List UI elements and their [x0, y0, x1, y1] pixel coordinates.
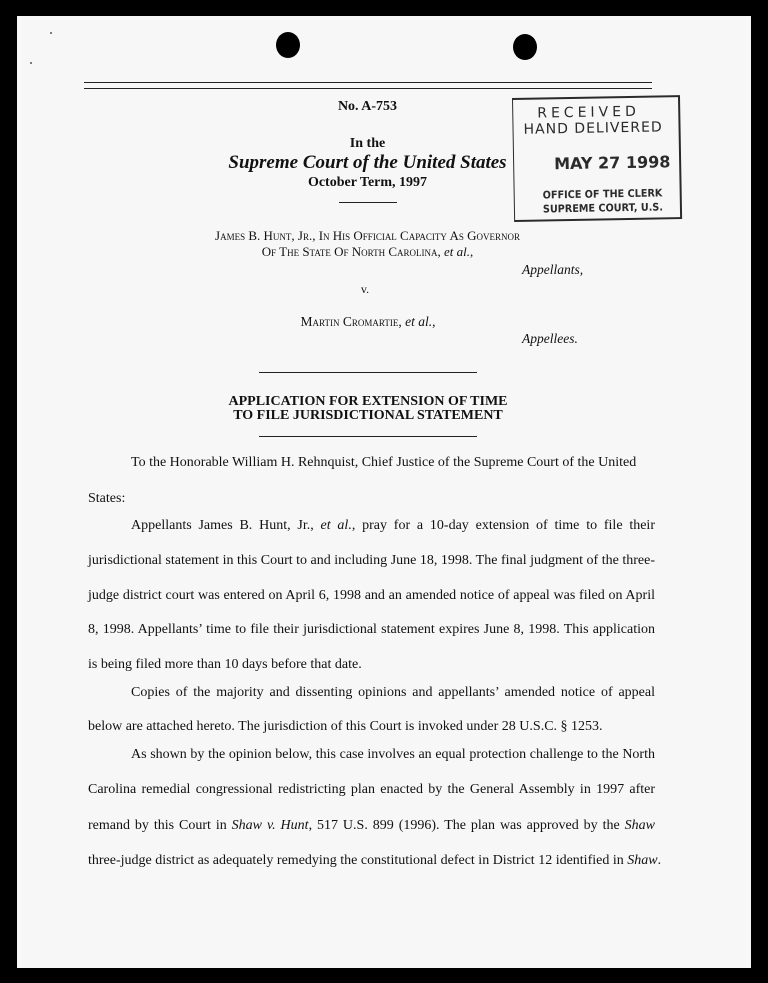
case-citation: Shaw — [627, 853, 658, 868]
appellee-name — [250, 314, 486, 330]
appellee-name-text: Martin Cromartie, — [300, 314, 402, 329]
stamp-date: MAY 27 1998 — [553, 152, 671, 174]
appellant-name-line2 — [150, 244, 585, 260]
text-span: Appellants James B. Hunt, Jr., — [131, 518, 314, 533]
appellant-state: Of The State Of North Carolina, — [261, 244, 441, 259]
appellant-name-line1: James B. Hunt, Jr., In His Official Capacity As Governor — [215, 228, 520, 243]
paragraph-line — [88, 817, 655, 835]
header-double-rule — [84, 82, 652, 89]
paragraph-line: below are attached hereto. The jurisdiction of this Court is invoked under 28 U.S.C. § 1253. — [88, 719, 603, 734]
paragraph-line: Carolina remedial congressional redistricting plan enacted by the General Assembly in 1997 after — [88, 782, 655, 797]
et-al: et al. — [320, 518, 352, 533]
title-rule-top — [259, 372, 477, 373]
text-span: . — [657, 853, 662, 868]
case-citation: Shaw — [624, 818, 655, 833]
appellants-role: Appellants, — [522, 262, 584, 277]
stamp-hand-delivered: HAND DELIVERED — [523, 119, 663, 138]
text-span: three-judge district as adequately remedying the constitutional defect in District 12 identified in — [88, 853, 624, 868]
paragraph-line: 8, 1998. Appellants’ time to file their jurisdictional statement expires June 8, 1998. This application — [88, 622, 655, 637]
application-title-line1: APPLICATION FOR EXTENSION OF TIME — [228, 394, 508, 409]
punctuation: , — [470, 244, 474, 259]
title-rule-bottom — [259, 436, 477, 437]
paragraph-line: Copies of the majority and dissenting opinions and appellants’ amended notice of appeal — [131, 685, 655, 700]
et-al: et al. — [444, 244, 470, 259]
stamp-office: OFFICE OF THE CLERK — [542, 187, 663, 202]
scan-speck — [30, 62, 32, 64]
paragraph-line: As shown by the opinion below, this case involves an equal protection challenge to the North — [131, 747, 655, 762]
punctuation: , — [432, 314, 436, 329]
header-short-rule — [339, 202, 397, 203]
received-stamp — [512, 95, 682, 222]
paragraph-line: jurisdictional statement in this Court to and including June 18, 1998. The final judgment of the three- — [88, 553, 655, 568]
case-citation: Shaw v. Hunt — [231, 818, 309, 833]
scan-speck — [50, 32, 52, 34]
court-name: Supreme Court of the United States — [228, 152, 507, 173]
application-title-line2: TO FILE JURISDICTIONAL STATEMENT — [233, 408, 503, 423]
text-span: remand by this Court in — [88, 818, 227, 833]
punch-hole-left — [276, 32, 300, 58]
court-term: October Term, 1997 — [307, 175, 428, 190]
et-al: et al. — [405, 314, 433, 329]
docket-number: No. A-753 — [337, 99, 398, 114]
paragraph-line — [88, 852, 662, 870]
paragraph-line: judge district court was entered on April 6, 1998 and an amended notice of appeal was filed on April — [88, 588, 655, 603]
text-span: , pray for a 10-day extension of time to file their — [351, 518, 655, 533]
paragraph-line: is being filed more than 10 days before that date. — [88, 657, 362, 672]
stamp-court: SUPREME COURT, U.S. — [542, 201, 664, 216]
appellees-role: Appellees. — [522, 331, 578, 346]
salutation-line: To the Honorable William H. Rehnquist, Chief Justice of the Supreme Court of the United — [131, 455, 637, 470]
in-the-label: In the — [349, 136, 386, 151]
salutation-line: States: — [88, 491, 126, 506]
paragraph-line — [88, 517, 655, 535]
text-span: , 517 U.S. 899 (1996). The plan was approved by the — [308, 818, 620, 833]
versus: v. — [360, 282, 370, 296]
stamp-received: RECEIVED — [537, 103, 640, 122]
punch-hole-right — [513, 34, 537, 60]
